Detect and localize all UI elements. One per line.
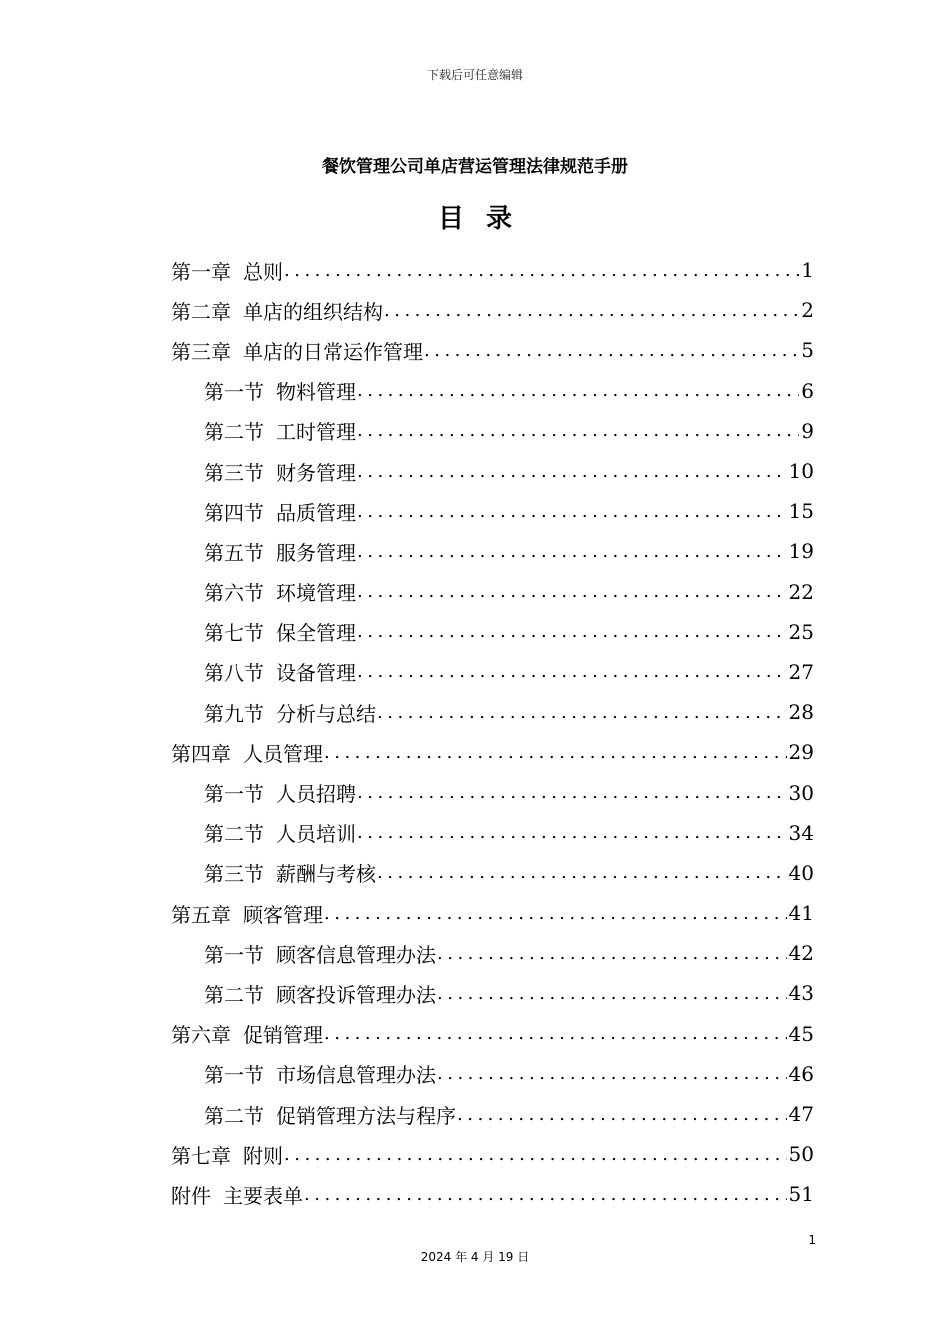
toc-entry-title: 服务管理 [276,540,356,565]
toc-entry-page: 40 [788,860,814,885]
toc-entry-title: 主要表单 [223,1183,303,1208]
toc-entry-page: 10 [788,459,814,484]
toc-entry-page: 50 [788,1142,814,1167]
document-title: 餐饮管理公司单店营运管理法律规范手册 [322,157,628,177]
toc-dot-leader [284,260,799,281]
toc-chapter-entry[interactable] [171,1174,814,1214]
toc-dot-leader [324,742,787,763]
toc-chapter-entry[interactable] [171,1014,814,1054]
toc-entry-title: 促销管理 [243,1023,323,1048]
toc-entry-page: 9 [801,418,814,443]
toc-entry-page: 6 [801,378,814,403]
toc-entry-title: 单店的组织结构 [243,299,383,324]
toc-entry-title: 顾客信息管理办法 [276,942,436,967]
toc-section-entry[interactable] [171,652,814,692]
toc-entry-label [204,979,436,1008]
toc-dot-leader [357,541,787,562]
toc-entry-label [204,617,356,646]
toc-entry-label [204,818,356,847]
toc-entry-label [171,256,283,285]
toc-entry-page: 25 [788,619,814,644]
toc-dot-leader [357,461,787,482]
toc-entry-page: 29 [788,740,814,765]
toc-entry-number: 第二节 [204,982,264,1007]
toc-section-entry[interactable] [171,531,814,571]
toc-section-entry[interactable] [171,371,814,411]
toc-entry-title: 顾客投诉管理办法 [276,982,436,1007]
toc-dot-leader [377,702,787,723]
toc-dot-leader [357,782,787,803]
toc-entry-title: 附则 [243,1143,283,1168]
toc-entry-page: 41 [788,901,814,926]
toc-entry-label [171,1180,303,1209]
toc-entry-title: 人员招聘 [276,782,356,807]
toc-entry-title: 顾客管理 [243,902,323,927]
toc-entry-label [204,376,356,405]
toc-entry-page: 28 [788,700,814,725]
toc-section-entry[interactable] [171,411,814,451]
toc-entry-title: 单店的日常运作管理 [243,339,423,364]
toc-section-entry[interactable] [171,1094,814,1134]
toc-entry-page: 47 [788,1102,814,1127]
toc-entry-page: 15 [788,499,814,524]
toc-entry-label [171,1140,283,1169]
page-number: 1 [808,1233,816,1247]
toc-entry-number: 第三章 [171,339,231,364]
toc-dot-leader [377,862,787,883]
toc-entry-number: 第六章 [171,1023,231,1048]
toc-entry-title: 总则 [243,259,283,284]
toc-entry-title: 人员管理 [243,741,323,766]
toc-entry-page: 5 [801,338,814,363]
toc-entry-number: 第三节 [204,862,264,887]
toc-entry-number: 第一节 [204,380,264,405]
toc-dot-leader [384,300,799,321]
toc-entry-label [171,336,423,365]
toc-section-entry[interactable] [171,1054,814,1094]
toc-section-entry[interactable] [171,451,814,491]
toc-section-entry[interactable] [171,572,814,612]
toc-dot-leader [424,340,799,361]
toc-entry-title: 促销管理方法与程序 [276,1103,456,1128]
toc-entry-number: 第一节 [204,942,264,967]
toc-entry-title: 工时管理 [276,420,356,445]
toc-entry-number: 第一节 [204,782,264,807]
toc-dot-leader [324,903,787,924]
toc-entry-number: 第一章 [171,259,231,284]
toc-entry-label [204,858,376,887]
toc-section-entry[interactable] [171,933,814,973]
toc-entry-title: 品质管理 [276,500,356,525]
toc-chapter-entry[interactable] [171,250,814,290]
toc-entry-page: 27 [788,659,814,684]
toc-entry-page: 22 [788,579,814,604]
toc-entry-number: 第八节 [204,661,264,686]
toc-dot-leader [357,581,787,602]
toc-entry-number: 第五章 [171,902,231,927]
toc-entry-label [204,698,376,727]
toc-entry-label [204,416,356,445]
toc-entry-number: 第二节 [204,420,264,445]
header-note: 下载后可任意编辑 [426,68,523,82]
toc-dot-leader [437,1063,787,1084]
toc-chapter-entry[interactable] [171,290,814,330]
toc-chapter-entry[interactable] [171,893,814,933]
toc-entry-title: 市场信息管理办法 [276,1063,436,1088]
toc-dot-leader [304,1184,787,1205]
toc-entry-label [204,778,356,807]
toc-section-entry[interactable] [171,973,814,1013]
toc-entry-label [204,1100,456,1129]
toc-dot-leader [324,1023,787,1044]
toc-entry-label [204,1059,436,1088]
toc-section-entry[interactable] [171,853,814,893]
toc-entry-number: 第七章 [171,1143,231,1168]
toc-entry-label [204,657,356,686]
toc-entry-label [204,497,356,526]
toc-dot-leader [357,380,799,401]
toc-entry-title: 保全管理 [276,621,356,646]
toc-entry-label [204,939,436,968]
toc-chapter-entry[interactable] [171,1134,814,1174]
toc-entry-page: 2 [801,298,814,323]
toc-dot-leader [357,661,787,682]
toc-entry-number: 第一节 [204,1063,264,1088]
toc-chapter-entry[interactable] [171,732,814,772]
toc-entry-label [171,296,383,325]
toc-dot-leader [357,420,799,441]
toc-chapter-entry[interactable] [171,330,814,370]
toc-entry-title: 人员培训 [276,822,356,847]
toc-entry-number: 第四节 [204,500,264,525]
toc-dot-leader [357,621,787,642]
toc-entry-page: 34 [788,820,814,845]
toc-entry-page: 1 [801,258,814,283]
toc-dot-leader [357,501,787,522]
footer-date: 2024 年 4 月 19 日 [420,1250,530,1264]
toc-section-entry[interactable] [171,491,814,531]
toc-entry-page: 46 [788,1061,814,1086]
toc-entry-label [171,1019,323,1048]
toc-entry-title: 环境管理 [276,581,356,606]
toc-entry-page: 19 [788,539,814,564]
table-of-contents [171,250,814,1215]
toc-entry-title: 分析与总结 [276,701,376,726]
toc-entry-label [204,457,356,486]
toc-entry-page: 51 [788,1182,814,1207]
toc-dot-leader [457,1104,787,1125]
toc-section-entry[interactable] [171,612,814,652]
toc-dot-leader [437,943,787,964]
toc-heading: 目录 [437,204,534,234]
toc-entry-number: 第六节 [204,581,264,606]
toc-entry-title: 物料管理 [276,380,356,405]
toc-section-entry[interactable] [171,692,814,732]
toc-dot-leader [437,983,787,1004]
toc-entry-page: 45 [788,1021,814,1046]
toc-dot-leader [357,822,787,843]
toc-entry-title: 薪酬与考核 [276,862,376,887]
toc-entry-number: 第二节 [204,822,264,847]
toc-section-entry[interactable] [171,813,814,853]
toc-entry-title: 设备管理 [276,661,356,686]
toc-entry-label [204,537,356,566]
toc-entry-page: 42 [788,941,814,966]
toc-entry-number: 第四章 [171,741,231,766]
toc-entry-number: 附件 [171,1183,211,1208]
toc-section-entry[interactable] [171,772,814,812]
toc-entry-title: 财务管理 [276,460,356,485]
toc-dot-leader [284,1144,787,1165]
toc-entry-page: 43 [788,981,814,1006]
toc-entry-number: 第二节 [204,1103,264,1128]
toc-entry-page: 30 [788,780,814,805]
toc-entry-number: 第五节 [204,540,264,565]
toc-entry-number: 第三节 [204,460,264,485]
toc-entry-number: 第九节 [204,701,264,726]
toc-entry-number: 第二章 [171,299,231,324]
toc-entry-number: 第七节 [204,621,264,646]
toc-entry-label [171,899,323,928]
toc-entry-label [204,577,356,606]
toc-entry-label [171,738,323,767]
